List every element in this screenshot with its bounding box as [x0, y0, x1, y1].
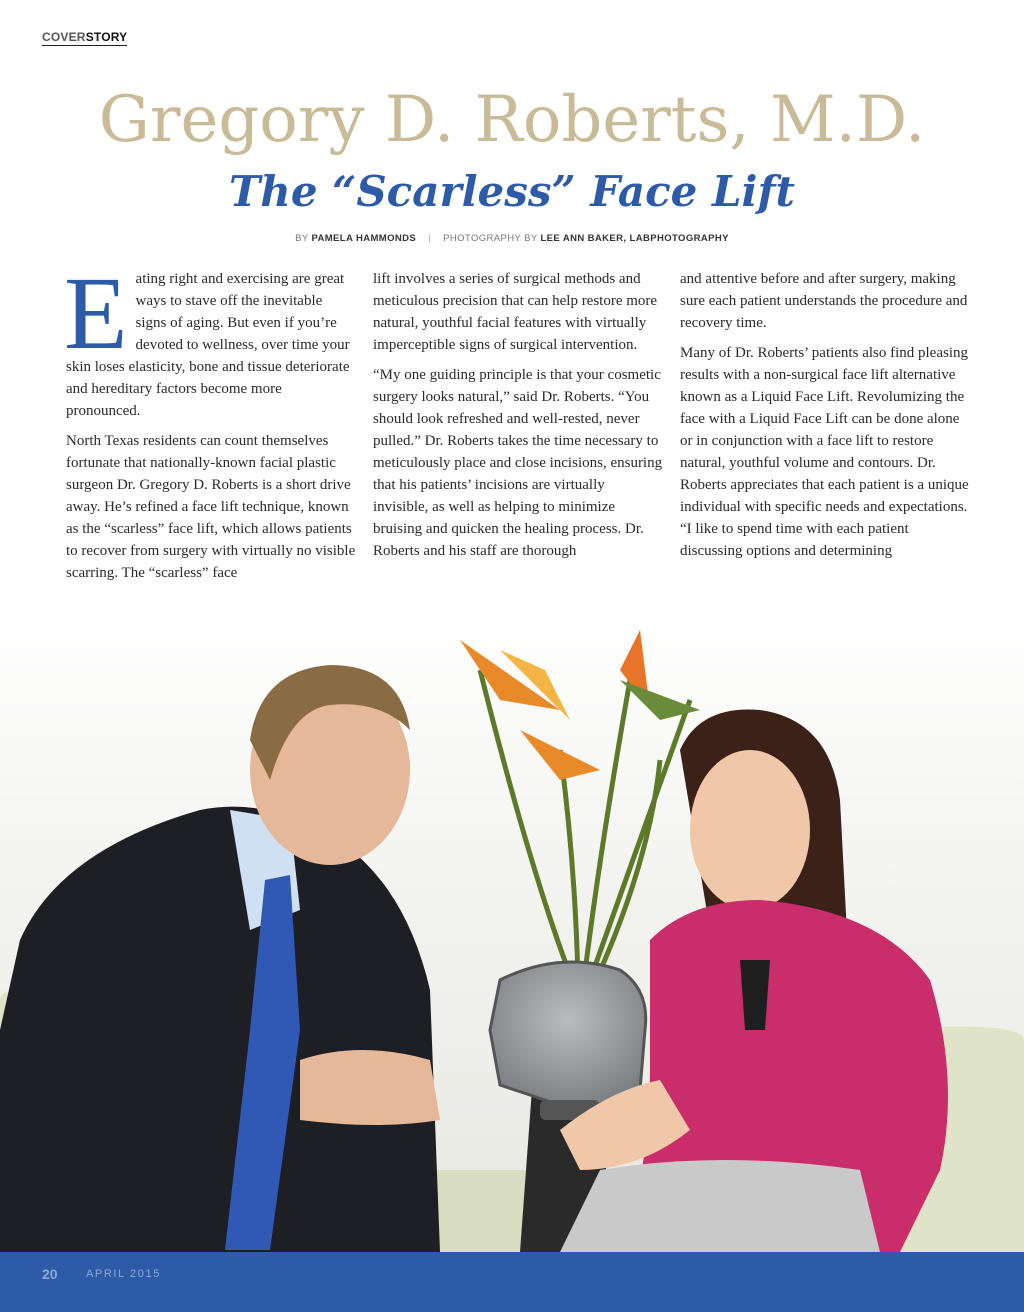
- paragraph: [64, 256, 356, 422]
- byline-by-label: BY: [295, 233, 309, 244]
- byline-author: PAMELA HAMMONDS: [311, 233, 417, 244]
- photo-illustration: [0, 610, 1024, 1252]
- paragraph: “My one guiding principle is that your cosmetic surgery looks natural,” said Dr. Roberts. “You should look refreshed and well-rested, never pulled.” Dr. Roberts takes the time necessary to meticulously place and close incisions, ensuring that his patients’ incisions are virtually invisible, as well as helping to minimize bruising and quicken the healing process. Dr. Roberts and his staff are thorough: [373, 367, 663, 559]
- kicker-story: STORY: [85, 30, 128, 44]
- article-title: Gregory D. Roberts, M.D.: [98, 83, 926, 157]
- paragraph: Many of Dr. Roberts’ patients also find pleasing results with a non-surgical face lift alternative known as a Liquid Face Lift. Revolumizing the face with a Liquid Face Lift can be done alone or in conjunction with a face lift to restore natural, youthful volume and contours. Dr. Roberts appreciates that each patient is a unique individual with specific needs and expectations. “I like to spend time with each patient discussing options and determining: [680, 345, 969, 559]
- page-number: 20: [42, 1266, 58, 1282]
- paragraph: and attentive before and after surgery, making sure each patient understands the procedure and recovery time.: [680, 271, 968, 331]
- drop-cap: E: [64, 256, 128, 371]
- paragraph-text: ating right and exercising are great ways to stave off the inevitable signs of aging. But even if you’re devoted to wellness, over time your skin loses elasticity, bone and tissue deteriorate and hereditary factors become more pronounced.: [66, 271, 350, 419]
- article-subtitle: The “Scarless” Face Lift: [229, 167, 795, 216]
- cover-photo: [0, 610, 1024, 1252]
- byline-separator: |: [428, 233, 432, 244]
- byline: [0, 233, 1024, 244]
- byline-photo-label: PHOTOGRAPHY BY: [443, 233, 538, 244]
- section-kicker: [42, 30, 127, 46]
- article-column-2: [373, 268, 663, 570]
- issue-date: APRIL 2015: [86, 1268, 161, 1280]
- kicker-cover: COVER: [42, 30, 86, 44]
- footer-bar: [0, 1252, 1024, 1312]
- paragraph: lift involves a series of surgical methods and meticulous precision that can help restore more natural, youthful facial features with virtually imperceptible signs of surgical intervention.: [373, 271, 658, 353]
- byline-photographer: LEE ANN BAKER, LABPHOTOGRAPHY: [540, 233, 729, 244]
- article-column-1: [64, 256, 356, 592]
- paragraph: North Texas residents can count themselves fortunate that nationally-known facial plastic surgeon Dr. Gregory D. Roberts is a short drive away. He’s refined a face lift technique, known as the “scarless” face lift, which allows patients to recover from surgery with virtually no visible scarring. The “scarless” face: [66, 433, 356, 581]
- article-column-3: [680, 268, 970, 570]
